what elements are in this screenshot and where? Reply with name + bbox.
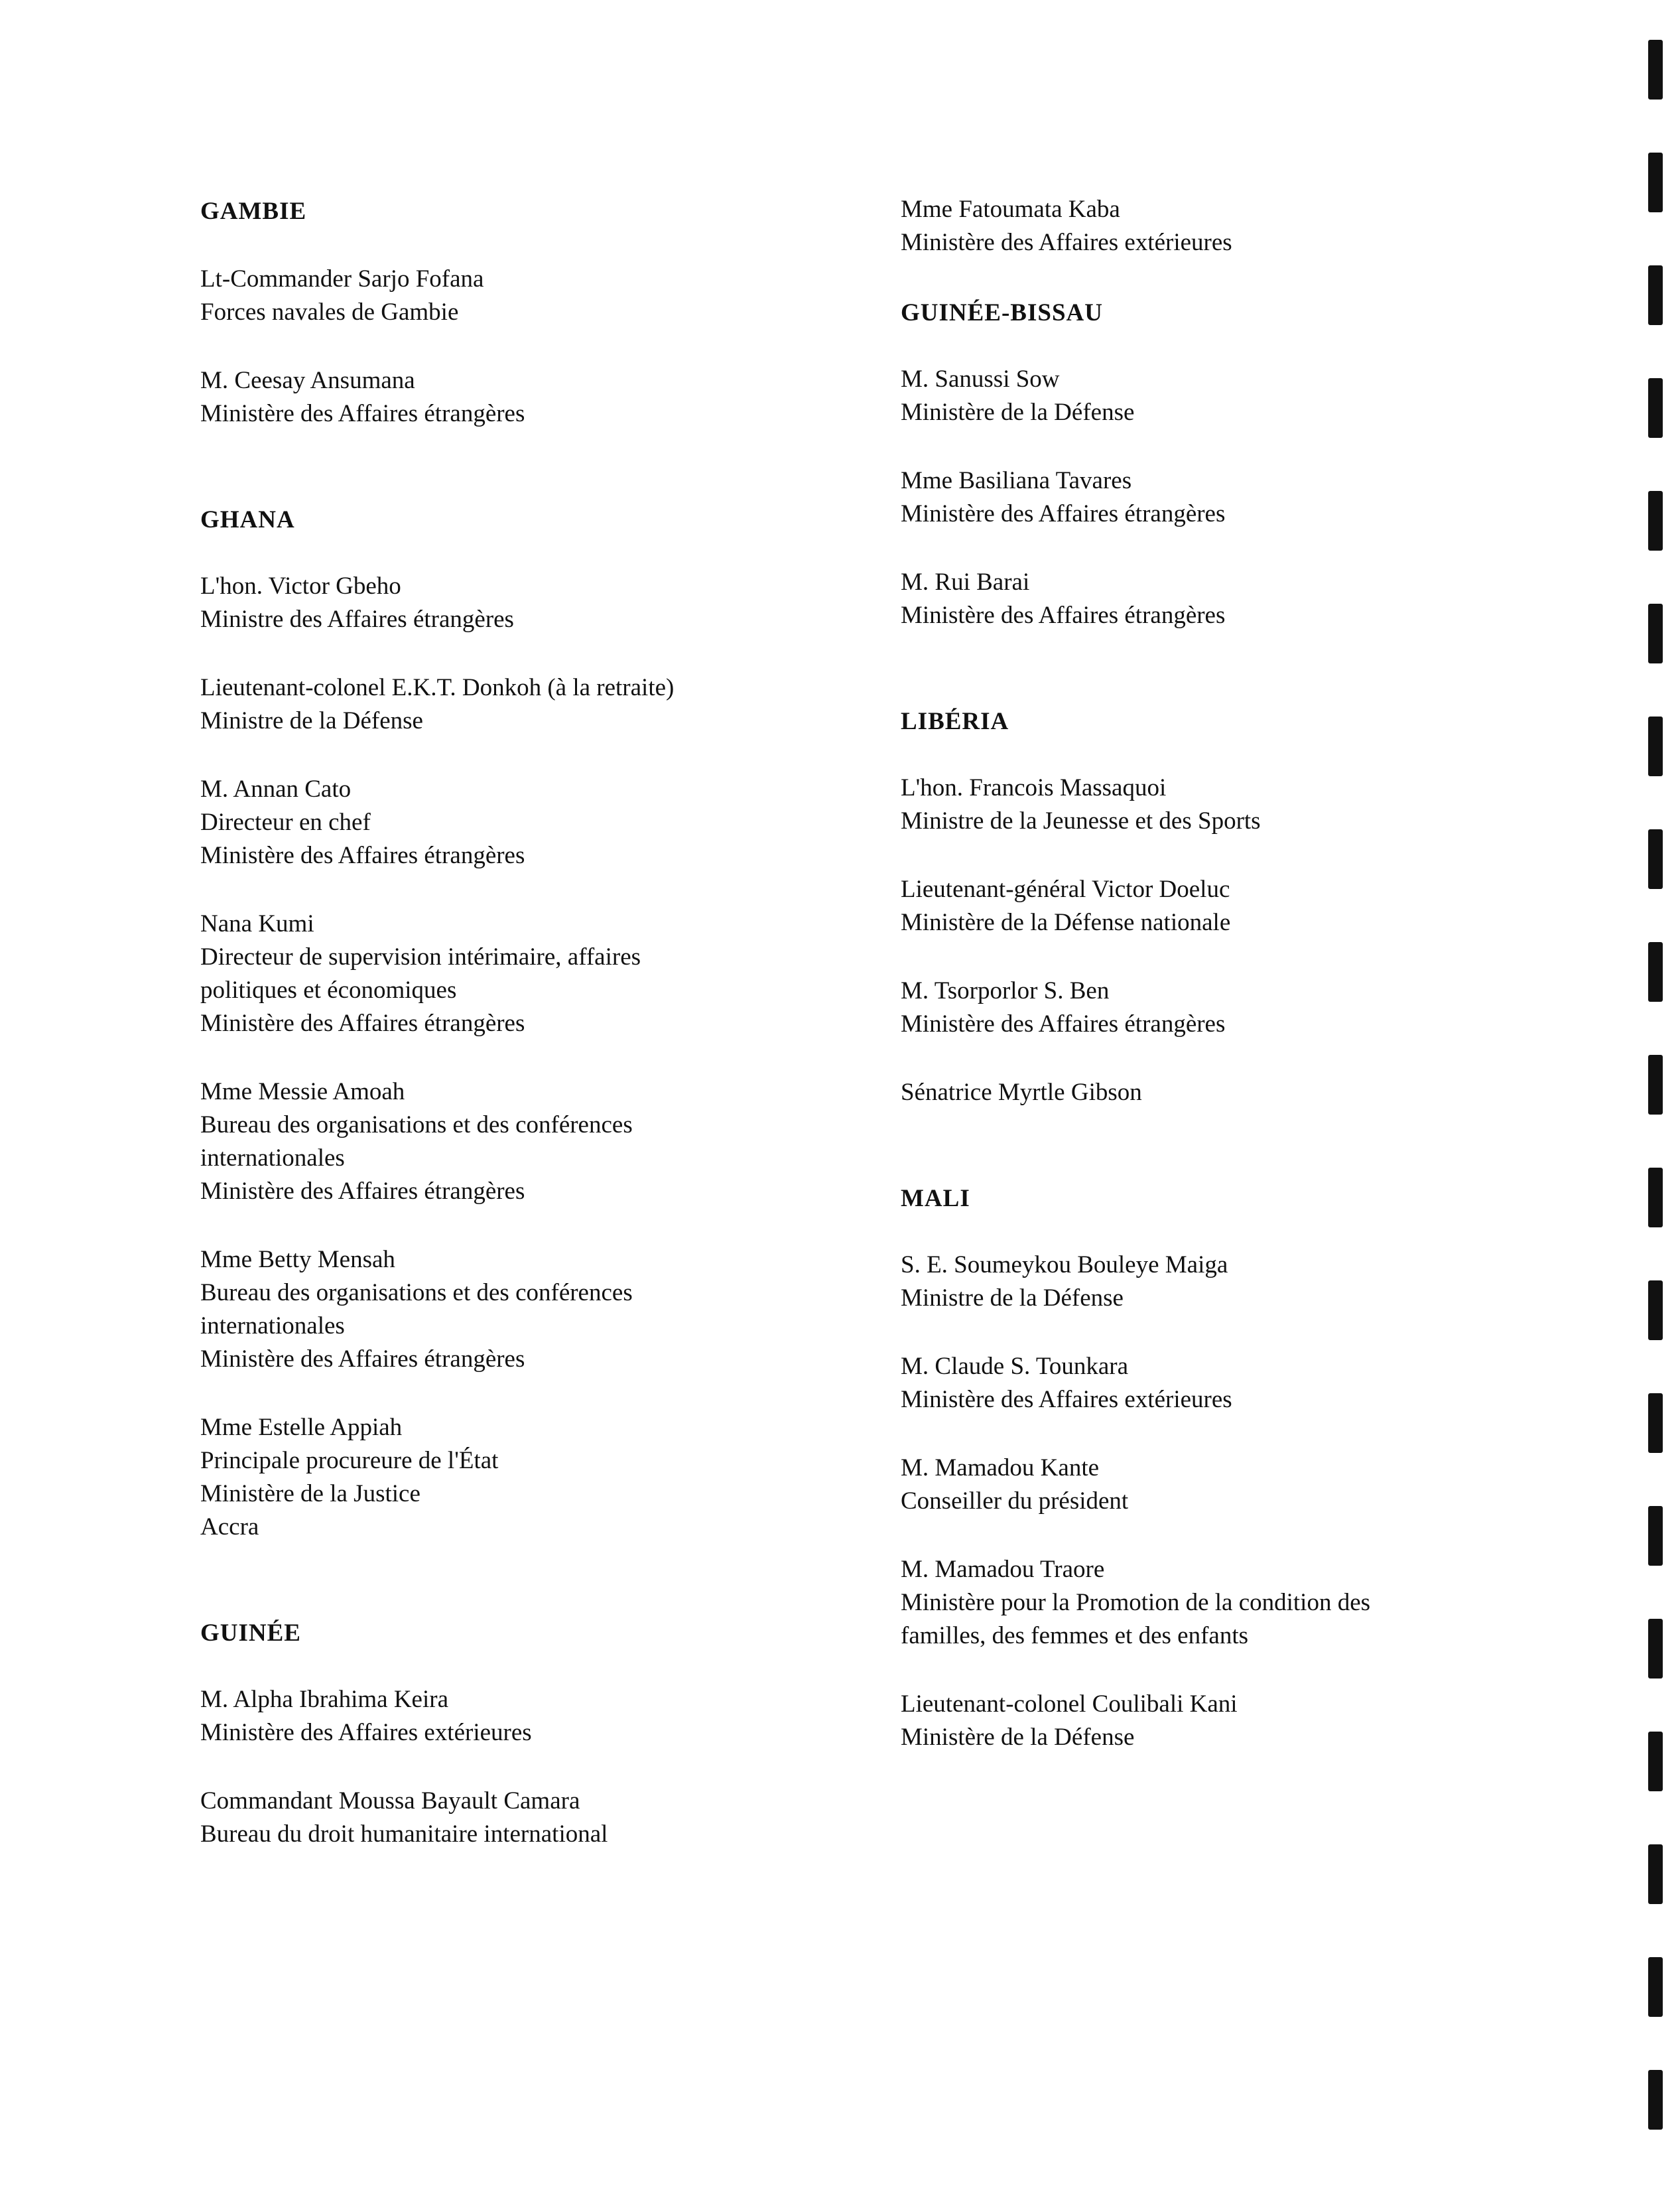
person-detail: Ministère des Affaires étrangères — [200, 1010, 525, 1037]
person-detail: Directeur de supervision intérimaire, affaires — [200, 943, 641, 971]
person-name: M. Mamadou Traore — [901, 1556, 1105, 1583]
scan-mark — [1648, 1957, 1663, 2017]
scan-mark — [1648, 1619, 1663, 1678]
person-detail: Ministre de la Défense — [200, 707, 423, 734]
country-heading: GUINÉE — [200, 1619, 301, 1647]
person-detail: Ministère des Affaires extérieures — [901, 1386, 1232, 1413]
person-name: M. Mamadou Kante — [901, 1454, 1100, 1481]
person-detail: Ministre de la Jeunesse et des Sports — [901, 807, 1261, 835]
scan-mark — [1648, 40, 1663, 100]
scan-mark — [1648, 604, 1663, 663]
scan-mark — [1648, 1506, 1663, 1566]
person-detail: Ministère des Affaires étrangères — [200, 1178, 525, 1205]
person-detail: internationales — [200, 1312, 345, 1339]
person-detail: politiques et économiques — [200, 977, 457, 1004]
person-name: L'hon. Francois Massaquoi — [901, 774, 1167, 801]
country-heading: GHANA — [200, 506, 295, 533]
person-name: Sénatrice Myrtle Gibson — [901, 1079, 1142, 1106]
person-name: Mme Estelle Appiah — [200, 1414, 403, 1441]
person-name: M. Annan Cato — [200, 776, 352, 803]
country-heading: LIBÉRIA — [901, 708, 1009, 735]
person-detail: Ministère des Affaires étrangères — [200, 1345, 525, 1373]
person-name: M. Sanussi Sow — [901, 366, 1060, 393]
person-detail: Ministère des Affaires étrangères — [901, 500, 1226, 527]
person-name: Lieutenant-colonel E.K.T. Donkoh (à la retraite) — [200, 674, 675, 701]
country-heading: GAMBIE — [200, 198, 307, 225]
person-detail: Ministre de la Défense — [901, 1284, 1124, 1312]
person-name: Mme Betty Mensah — [200, 1246, 395, 1273]
person-detail: Ministère des Affaires extérieures — [901, 229, 1232, 256]
person-name: Mme Fatoumata Kaba — [901, 196, 1120, 223]
person-name: Mme Messie Amoah — [200, 1078, 405, 1105]
person-detail: Ministère de la Justice — [200, 1480, 420, 1507]
margin-scan-marks — [1640, 0, 1680, 2192]
person-detail: familles, des femmes et des enfants — [901, 1622, 1248, 1649]
scan-mark — [1648, 1168, 1663, 1227]
person-detail: Forces navales de Gambie — [200, 299, 459, 326]
person-detail: Principale procureure de l'État — [200, 1447, 499, 1474]
person-detail: Conseiller du président — [901, 1487, 1129, 1515]
scan-mark — [1648, 942, 1663, 1002]
person-name: L'hon. Victor Gbeho — [200, 573, 401, 600]
person-name: M. Ceesay Ansumana — [200, 367, 415, 394]
person-name: Lieutenant-général Victor Doeluc — [901, 876, 1230, 903]
person-name: S. E. Soumeykou Bouleye Maiga — [901, 1251, 1228, 1278]
person-detail: Ministère des Affaires étrangères — [200, 400, 525, 427]
person-name: M. Rui Barai — [901, 569, 1030, 596]
scan-mark — [1648, 717, 1663, 776]
person-name: Nana Kumi — [200, 910, 314, 937]
person-name: M. Tsorporlor S. Ben — [901, 977, 1110, 1004]
person-detail: Bureau du droit humanitaire international — [200, 1820, 608, 1848]
person-name: M. Alpha Ibrahima Keira — [200, 1686, 448, 1713]
scan-mark — [1648, 1393, 1663, 1453]
person-name: Mme Basiliana Tavares — [901, 467, 1132, 494]
person-detail: Ministère des Affaires extérieures — [200, 1719, 532, 1746]
person-detail: Accra — [200, 1513, 259, 1541]
person-detail: Ministère de la Défense nationale — [901, 909, 1231, 936]
person-detail: Ministère de la Défense — [901, 1724, 1135, 1751]
scan-mark — [1648, 2070, 1663, 2130]
person-name: M. Claude S. Tounkara — [901, 1353, 1129, 1380]
person-detail: Ministre des Affaires étrangères — [200, 606, 514, 633]
person-detail: Ministère des Affaires étrangères — [901, 1010, 1226, 1038]
scan-mark — [1648, 829, 1663, 889]
scan-mark — [1648, 1055, 1663, 1115]
scan-mark — [1648, 265, 1663, 325]
person-detail: Ministère des Affaires étrangères — [200, 842, 525, 869]
country-heading: GUINÉE-BISSAU — [901, 299, 1103, 326]
scan-mark — [1648, 1280, 1663, 1340]
scan-mark — [1648, 153, 1663, 212]
person-name: Lt-Commander Sarjo Fofana — [200, 265, 484, 293]
person-detail: Directeur en chef — [200, 809, 371, 836]
person-name: Lieutenant-colonel Coulibali Kani — [901, 1690, 1238, 1718]
scan-mark — [1648, 378, 1663, 438]
person-name: Commandant Moussa Bayault Camara — [200, 1787, 580, 1815]
person-detail: Ministère de la Défense — [901, 399, 1135, 426]
scan-mark — [1648, 1844, 1663, 1904]
country-heading: MALI — [901, 1185, 970, 1212]
person-detail: Ministère pour la Promotion de la condition des — [901, 1589, 1371, 1616]
scan-mark — [1648, 1732, 1663, 1791]
person-detail: Bureau des organisations et des conférences — [200, 1111, 633, 1138]
scan-mark — [1648, 491, 1663, 551]
person-detail: Ministère des Affaires étrangères — [901, 602, 1226, 629]
person-detail: Bureau des organisations et des conférences — [200, 1279, 633, 1306]
person-detail: internationales — [200, 1144, 345, 1172]
